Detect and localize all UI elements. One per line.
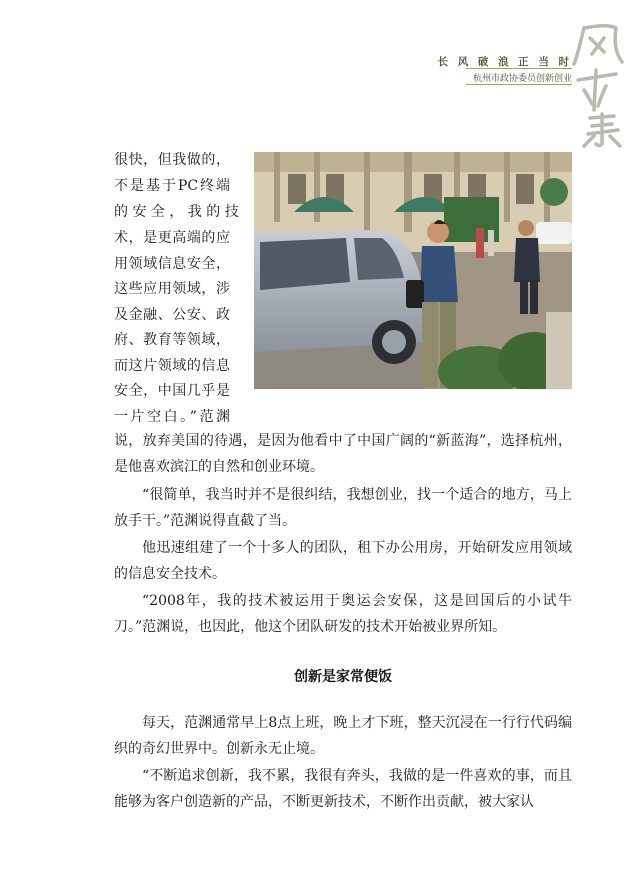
header-divider-top: [466, 68, 572, 69]
article-photo: [254, 152, 572, 389]
wrap-line-4: 术，是更高端的应: [114, 230, 230, 246]
wrap-line-10: 安全，中国几乎是: [114, 383, 230, 399]
wrap-line-8: 府、教育等领域，: [114, 332, 230, 348]
paragraph-team: 他迅速组建了一个十多人的团队，租下办公用房，开始研发应用领域的信息安全技术。: [114, 540, 572, 582]
paragraph-daily-work: 每天，范渊通常早上8点上班，晚上才下班，整天沉浸在一行行代码编织的奇幻世界中。创新永无止境。: [114, 715, 572, 757]
paragraph-quote-simple: “很简单，我当时并不是很纠结，我想创业，找一个适合的地方，马上放手干。”范渊说得直截了当。: [114, 487, 572, 529]
paragraph-continuation: 说，放弃美国的待遇，是因为他看中了中国广阔的“新蓝海”，选择杭州，是他喜欢滨江的自然和创业环境。: [114, 433, 572, 475]
wrap-line-7: 及金融、公安、政: [114, 307, 230, 323]
wrap-line-2: 不是基于PC终端: [114, 178, 230, 194]
wrap-line-3: 的 安 全 ， 我 的 技: [114, 204, 239, 220]
calligraphy-logo-icon: [570, 20, 628, 150]
wrap-line-1: 很快，但我做的，: [114, 152, 230, 168]
wrap-line-6: 这些应用领域，涉: [114, 281, 230, 297]
running-header-subtitle: 杭州市政协委员创新创业: [472, 74, 572, 84]
wrap-line-9: 而这片领域的信息: [114, 358, 230, 374]
header-divider-bottom: [466, 84, 572, 85]
photo-man-with-van-icon: [254, 152, 572, 389]
paragraph-olympics: “2008年，我的技术被运用于奥运会安保，这是回国后的小试牛刀。”范渊说，也因此，他这个团队研发的技术开始被业界所知。: [114, 593, 572, 635]
wrap-line-5: 用领域信息安全，: [114, 256, 230, 272]
section-heading: 创新是家常便饭: [294, 669, 392, 685]
paragraph-innovation-quote: “不断追求创新，我不累，我很有奔头，我做的是一件喜欢的事，而且能够为客户创造新的产品，不断更新技术，不断作出贡献，被大家认: [114, 768, 572, 810]
running-header-title: 长 风 破 浪 正 当 时: [437, 56, 572, 68]
wrap-line-11: 一片空白。”范渊: [114, 409, 230, 425]
